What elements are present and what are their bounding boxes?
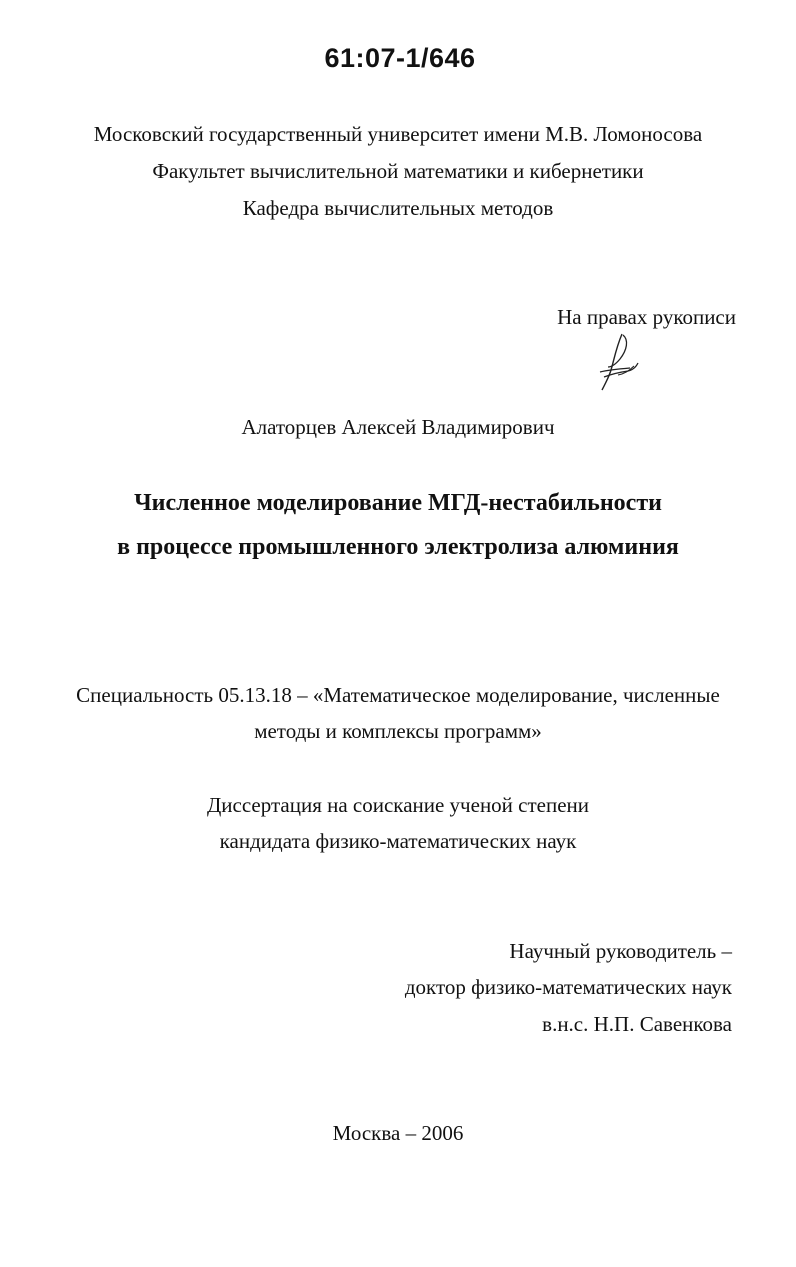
faculty-name: Факультет вычислительной математики и кибернетики <box>152 159 644 183</box>
supervisor-role: Научный руководитель – <box>509 939 732 963</box>
degree-line-2: кандидата физико-математических наук <box>219 829 577 853</box>
archive-code: 61:07-1/646 <box>324 43 476 73</box>
specialty-line-1: Специальность 05.13.18 – «Математическое моделирование, численные <box>76 683 720 707</box>
dissertation-title-line-2: в процессе промышленного электролиза алюминия <box>117 534 679 560</box>
manuscript-rights-note: На правах рукописи <box>557 305 736 329</box>
city-and-year: Москва – 2006 <box>332 1121 464 1145</box>
supervisor-name: в.н.с. Н.П. Савенкова <box>542 1012 732 1036</box>
degree-line-1: Диссертация на соискание ученой степени <box>206 793 590 817</box>
handwritten-signature-icon <box>594 330 644 392</box>
department-name: Кафедра вычислительных методов <box>242 196 554 220</box>
supervisor-degree: доктор физико-математических наук <box>404 975 732 999</box>
author-name: Алаторцев Алексей Владимирович <box>241 415 555 439</box>
specialty-line-2: методы и комплексы программ» <box>254 719 542 743</box>
dissertation-title-line-1: Численное моделирование МГД-нестабильности <box>134 490 662 516</box>
university-name: Московский государственный университет имени М.В. Ломоносова <box>93 122 703 146</box>
